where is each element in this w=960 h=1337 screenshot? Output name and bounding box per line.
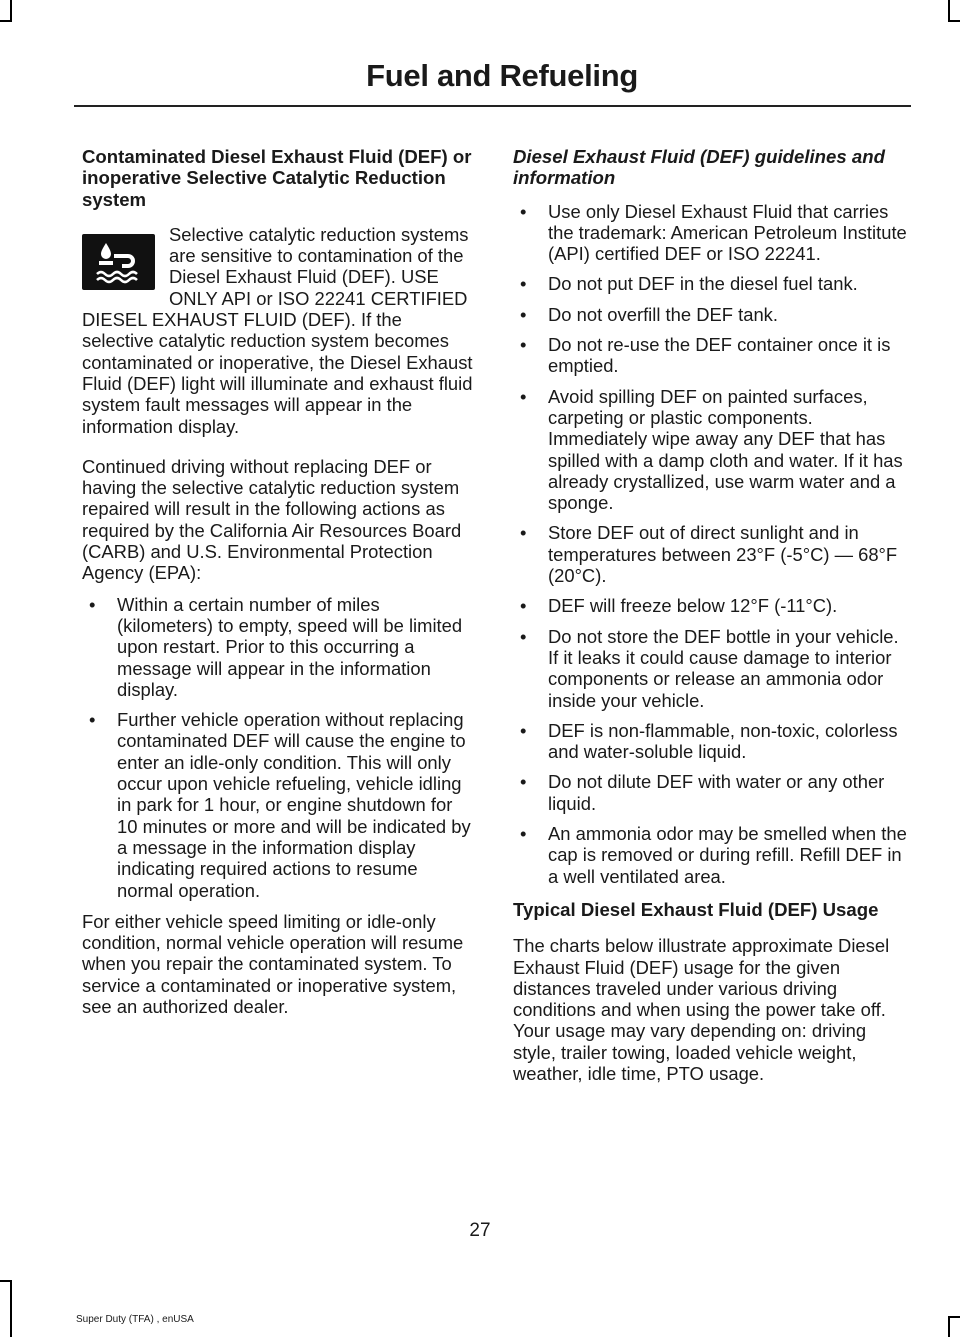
crop-mark [948, 1316, 950, 1337]
section-heading: Contaminated Diesel Exhaust Fluid (DEF) or inoperative Selective Catalytic Reduction system [82, 146, 472, 210]
crop-mark [10, 1280, 12, 1337]
list-item: • DEF is non-flammable, non-toxic, colorless and water-soluble liquid. [513, 720, 911, 763]
list-item: • Use only Diesel Exhaust Fluid that carries the trademark: American Petroleum Institute (API) certified DEF or ISO 22241. [513, 201, 911, 265]
crop-mark [10, 0, 12, 22]
crop-mark [0, 1280, 12, 1282]
list-item: • Do not overfill the DEF tank. [513, 304, 911, 325]
list-item: • Store DEF out of direct sunlight and in temperatures between 23°F (-5°C) — 68°F (20°C). [513, 522, 911, 586]
body-paragraph: Continued driving without replacing DEF or having the selective catalytic reduction system repaired will result in the following actions as required by the California Air Resources Board (CARB) and U.S. Environmental Protection Agency (EPA): [82, 455, 462, 584]
list-item: • Further vehicle operation without replacing contaminated DEF will cause the engine to enter an idle-only condition. This will only occur upon vehicle refueling, vehicle idling in park for 1 hour, or engine shutdown for 10 minutes or more and will be indicated by a message in the information display indicating required actions to resume normal operation. [82, 709, 476, 901]
list-item: • An ammonia odor may be smelled when the cap is removed or during refill. Refill DEF in a well ventilated area. [513, 823, 911, 887]
section-heading: Typical Diesel Exhaust Fluid (DEF) Usage [513, 898, 879, 920]
intro-block [82, 224, 476, 437]
crop-mark [948, 0, 950, 22]
list-item: • Within a certain number of miles (kilometers) to empty, speed will be limited upon restart. Prior to this occurring a message will appear in the information display. [82, 594, 476, 700]
page-number: 27 [469, 1220, 491, 1241]
bullet-list [513, 201, 911, 887]
bullet-list [82, 594, 476, 901]
section-heading: Diesel Exhaust Fluid (DEF) guidelines and information [513, 146, 885, 189]
right-column [513, 146, 911, 1084]
left-column [82, 146, 476, 1017]
list-item: • Do not re-use the DEF container once it is emptied. [513, 334, 911, 377]
intro-paragraph: Selective catalytic reduction systems are sensitive to contamination of the Diesel Exhaust Fluid (DEF). USE ONLY API or ISO 22241 CERTIFIED DIESEL EXHAUST FLUID (DEF). If the selective catalytic reduction system becomes contaminated or inoperative, the Diesel Exhaust Fluid (DEF) light will illuminate and exhaust fluid system fault messages will appear in the information display. [82, 223, 473, 437]
header-divider [74, 105, 911, 107]
crop-mark [0, 20, 12, 22]
list-item: • Do not dilute DEF with water or any other liquid. [513, 771, 911, 814]
list-item: • Avoid spilling DEF on painted surfaces, carpeting or plastic components. Immediately wipe away any DEF that has spilled with a damp cloth and water. If it has already crystallized, use warm water and a sponge. [513, 386, 911, 514]
list-item: • DEF will freeze below 12°F (-11°C). [513, 595, 911, 616]
crop-mark [948, 20, 960, 22]
page-title: Fuel and Refueling [366, 58, 638, 93]
body-paragraph: The charts below illustrate approximate Diesel Exhaust Fluid (DEF) usage for the given distances traveled under various driving conditions and when using the power take off. Your usage may vary depending on: driving style, trailer towing, loaded vehicle weight, weather, idle time, PTO usage. [513, 935, 890, 1084]
crop-mark [948, 1316, 960, 1318]
def-warning-icon [82, 234, 155, 290]
body-paragraph: For either vehicle speed limiting or idle-only condition, normal vehicle operation will resume when you repair the contaminated system. To service a contaminated or inoperative system, see an authorized dealer. [82, 910, 464, 1017]
list-item: • Do not store the DEF bottle in your vehicle. If it leaks it could cause damage to interior components or release an ammonia odor inside your vehicle. [513, 626, 911, 711]
list-item: • Do not put DEF in the diesel fuel tank. [513, 273, 911, 294]
footer-model-label: Super Duty (TFA) , enUSA [76, 1314, 194, 1325]
